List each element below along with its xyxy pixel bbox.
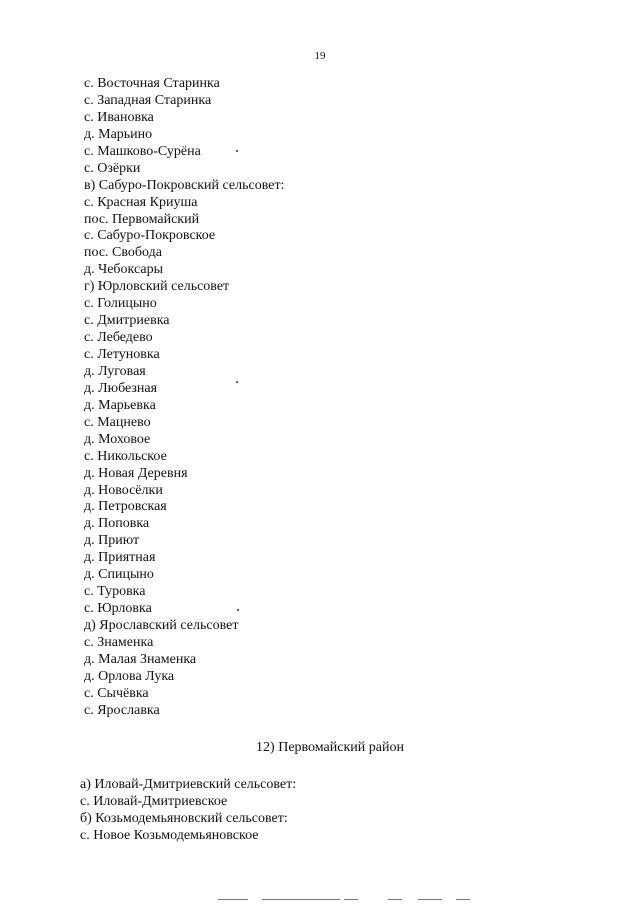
list-item: г) Юрловский сельсовет [84, 279, 230, 295]
list-item: д. Спицыно [84, 567, 154, 583]
scan-edge-line [262, 899, 340, 900]
scan-speck [237, 609, 239, 611]
scan-edge-line [418, 899, 442, 900]
section-list [80, 776, 296, 844]
scan-speck [236, 381, 238, 383]
scan-speck [236, 150, 238, 152]
list-item: с. Мацнево [84, 414, 151, 430]
list-item: д. Любезная [84, 380, 158, 396]
list-item: д. Приют [84, 533, 140, 549]
list-item: с. Сабуро-Покровское [84, 228, 216, 244]
list-item: в) Сабуро-Покровский сельсовет: [84, 177, 285, 193]
list-item: с. Ивановка [84, 109, 154, 125]
list-item: д. Моховое [84, 431, 151, 447]
list-item: а) Иловай-Дмитриевский сельсовет: [80, 777, 297, 792]
list-item: д. Марьевка [84, 397, 156, 413]
section-heading: 12) Первомайский район [256, 740, 404, 755]
list-item: д. Чебоксары [84, 262, 164, 278]
scan-edge-line [344, 899, 358, 900]
list-item: д. Малая Знаменка [84, 651, 197, 667]
list-item: пос. Первомайский [84, 211, 200, 227]
list-item: с. Никольское [84, 448, 167, 464]
list-item: б) Козьмодемьяновский сельсовет: [80, 811, 288, 826]
list-item: с. Туровка [84, 584, 146, 600]
list-item: с. Юрловка [84, 601, 152, 617]
settlement-list [84, 76, 284, 720]
list-item: с. Новое Козьмодемьяновское [80, 828, 259, 843]
list-item: с. Иловай-Дмитриевское [80, 794, 228, 809]
list-item: с. Озёрки [84, 160, 141, 176]
list-item: с. Летуновка [84, 347, 160, 362]
list-item: с. Ярославка [84, 702, 160, 718]
list-item: с. Машково-Сурёна [84, 143, 201, 159]
list-item: д. Луговая [84, 363, 146, 379]
scan-edge-line [388, 899, 402, 900]
list-item: с. Знаменка [84, 634, 154, 650]
list-item: д) Ярославский сельсовет [84, 618, 239, 633]
list-item: д. Новая Деревня [84, 465, 188, 481]
list-item: д. Поповка [84, 516, 150, 532]
list-item: с. Дмитриевка [84, 313, 170, 329]
list-item: д. Марьино [84, 126, 153, 142]
scan-edge-line [218, 899, 248, 900]
list-item: с. Сычёвка [84, 685, 149, 701]
page-number: 19 [314, 50, 326, 62]
list-item: с. Западная Старинка [84, 92, 212, 108]
list-item: д. Новосёлки [84, 482, 163, 498]
list-item: с. Лебедево [84, 330, 153, 346]
list-item: д. Орлова Лука [84, 668, 175, 684]
list-item: с. Голицыно [84, 296, 157, 312]
scan-edge-line [456, 899, 470, 900]
list-item: д. Петровская [84, 499, 167, 515]
list-item: с. Восточная Старинка [84, 76, 220, 91]
list-item: с. Красная Криуша [84, 194, 198, 210]
list-item: пос. Свобода [84, 245, 162, 261]
list-item: д. Приятная [84, 550, 156, 566]
